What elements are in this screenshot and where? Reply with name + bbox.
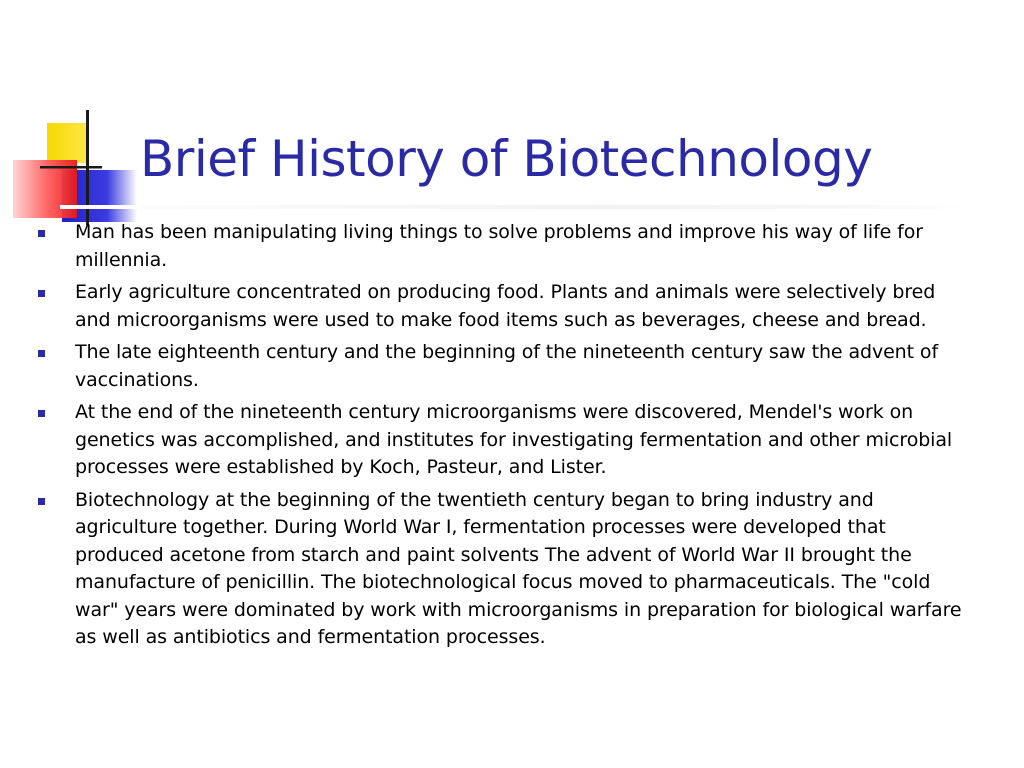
bullet-text: At the end of the nineteenth century microorganisms were discovered, Mendel's work on genetics was accomplished, and institutes for investigating fermentation and other microbial processes were established by Koch, Pasteur, and Lister. xyxy=(75,401,953,478)
list-item xyxy=(36,339,976,394)
color-squares-logo-icon xyxy=(0,100,150,230)
list-item xyxy=(36,219,976,274)
square-bullet-icon xyxy=(38,230,45,237)
bullet-list xyxy=(36,219,976,657)
list-item xyxy=(36,279,976,334)
square-bullet-icon xyxy=(38,290,45,297)
square-bullet-icon xyxy=(38,498,45,505)
bullet-text: The late eighteenth century and the beginning of the nineteenth century saw the advent of vaccinations. xyxy=(75,341,939,391)
square-bullet-icon xyxy=(38,410,45,417)
bullet-text: Biotechnology at the beginning of the twentieth century began to bring industry and agriculture together. During World War I, fermentation processes were developed that produced acetone from starch and paint solvents The advent of World War II brought the manufacture of penicillin. The biotechnological focus moved to pharmaceuticals. The "cold war" years were dominated by work with microorganisms in preparation for biological warfare as well as antibiotics and fermentation processes. xyxy=(75,488,962,648)
slide-title: Brief History of Biotechnology xyxy=(140,130,873,188)
bullet-text: Early agriculture concentrated on producing food. Plants and animals were selectively bred and microorganisms were used to make food items such as beverages, cheese and bread. xyxy=(75,281,936,331)
list-item xyxy=(36,487,976,652)
square-bullet-icon xyxy=(38,350,45,357)
bullet-text: Man has been manipulating living things to solve problems and improve his way of life for millennia. xyxy=(75,221,924,271)
title-divider xyxy=(60,205,972,209)
list-item xyxy=(36,399,976,482)
